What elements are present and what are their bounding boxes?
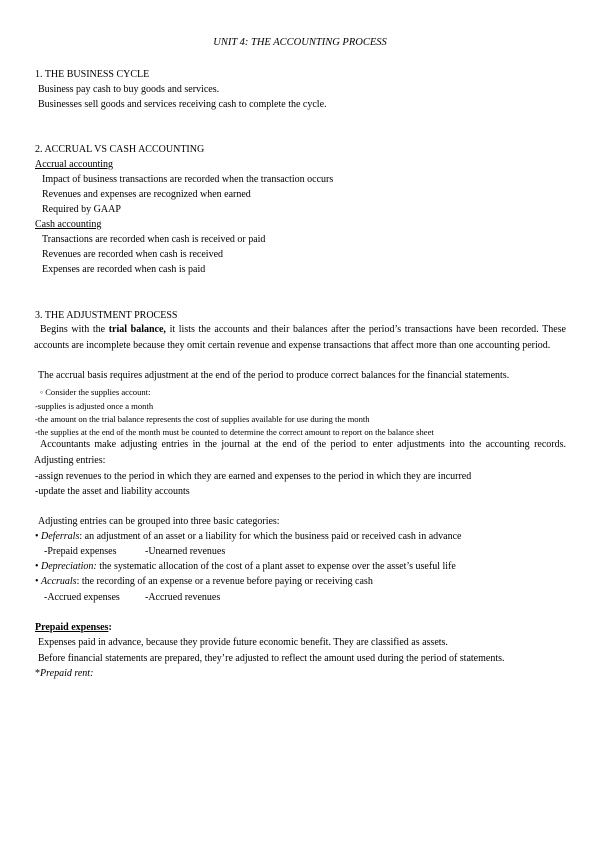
p1-pre: Begins with the xyxy=(40,324,109,335)
consider-supplies-text: Consider the supplies account: xyxy=(45,387,151,397)
accrual-basis-paragraph: The accrual basis requires adjustment at the end of the period to produce correct balances for the financial statements. xyxy=(38,370,510,381)
section-2-heading: 2. ACCRUAL VS CASH ACCOUNTING xyxy=(35,144,205,155)
prepaid-rent-line xyxy=(35,668,235,680)
depreciation-term: Depreciation: xyxy=(41,561,97,572)
accruals-term: Accruals xyxy=(41,576,77,587)
trial-balance-paragraph xyxy=(34,322,566,353)
section-3-heading: 3. THE ADJUSTMENT PROCESS xyxy=(35,310,178,321)
deferrals-sub-2: -Unearned revenues xyxy=(145,546,226,557)
depreciation-item xyxy=(35,561,580,573)
prepaid-line-2: Before financial statements are prepared, they’re adjusted to reflect the amount used during the period of statements. xyxy=(38,653,505,664)
deferrals-term: Deferrals xyxy=(41,531,80,542)
circle-bullet-icon: ◦ xyxy=(40,387,44,397)
s1-line-1: Business pay cash to buy goods and services. xyxy=(38,84,220,95)
supplies-line-2: -the amount on the trial balance represents the cost of supplies available for use during the month xyxy=(35,414,370,424)
prepaid-expenses-heading xyxy=(35,622,335,634)
prepaid-heading-colon: : xyxy=(108,622,112,633)
p1-post: it lists the accounts and their balances after the period’s transactions have been recorded. These accounts are incomplete because they omit certain revenue and expense transactions that affect more than one accounting period. xyxy=(34,324,566,351)
accrual-line-3: Required by GAAP xyxy=(42,204,121,215)
entries-line-2: -update the asset and liability accounts xyxy=(35,486,190,497)
accrual-line-1: Impact of business transactions are recorded when the transaction occurs xyxy=(42,174,334,185)
deferrals-sub-1: -Prepaid expenses xyxy=(44,546,117,557)
accrual-line-2: Revenues and expenses are recognized when earned xyxy=(42,189,251,200)
bullet-icon: • xyxy=(35,561,39,572)
page-title: UNIT 4: THE ACCOUNTING PROCESS xyxy=(213,37,387,48)
supplies-line-3: -the supplies at the end of the month must be counted to determine the correct amount to report on the balance sheet xyxy=(35,427,434,437)
prepaid-line-1: Expenses paid in advance, because they provide future economic benefit. They are classified as assets. xyxy=(38,637,448,648)
accruals-item xyxy=(35,576,580,588)
adjusting-entries-paragraph: Accountants make adjusting entries in the journal at the end of the period to enter adjustments into the accounting records. Adjusting entries: xyxy=(34,439,566,466)
accruals-sub-2: -Accrued revenues xyxy=(145,592,221,603)
entries-line-1: -assign revenues to the period in which they are earned and expenses to the period in which they are incurred xyxy=(35,471,472,482)
cash-line-3: Expenses are recorded when cash is paid xyxy=(42,264,206,275)
bullet-icon: • xyxy=(35,531,39,542)
prepaid-rent-label: Prepaid rent: xyxy=(40,668,94,679)
trial-balance-term: trial balance, xyxy=(108,324,166,335)
cash-line-2: Revenues are recorded when cash is received xyxy=(42,249,224,260)
accruals-sub-1: -Accrued expenses xyxy=(44,592,120,603)
depreciation-text: the systematic allocation of the cost of a plant asset to expense over the asset’s useful life xyxy=(96,561,456,572)
s1-line-2: Businesses sell goods and services receiving cash to complete the cycle. xyxy=(38,99,327,110)
cash-accounting-heading: Cash accounting xyxy=(35,219,102,230)
prepaid-heading-text: Prepaid expenses xyxy=(35,622,109,633)
asterisk-icon: * xyxy=(35,668,40,679)
consider-supplies-line xyxy=(40,386,560,398)
supplies-line-1: -supplies is adjusted once a month xyxy=(35,401,154,411)
deferrals-item xyxy=(35,531,580,543)
categories-intro: Adjusting entries can be grouped into three basic categories: xyxy=(38,516,280,527)
deferrals-text: : an adjustment of an asset or a liability for which the business paid or received cash in advance xyxy=(79,531,462,542)
accruals-text: : the recording of an expense or a revenue before paying or receiving cash xyxy=(76,576,373,587)
accrual-accounting-heading: Accrual accounting xyxy=(35,159,114,170)
cash-line-1: Transactions are recorded when cash is received or paid xyxy=(42,234,266,245)
section-1-heading: 1. THE BUSINESS CYCLE xyxy=(35,69,150,80)
bullet-icon: • xyxy=(35,576,39,587)
